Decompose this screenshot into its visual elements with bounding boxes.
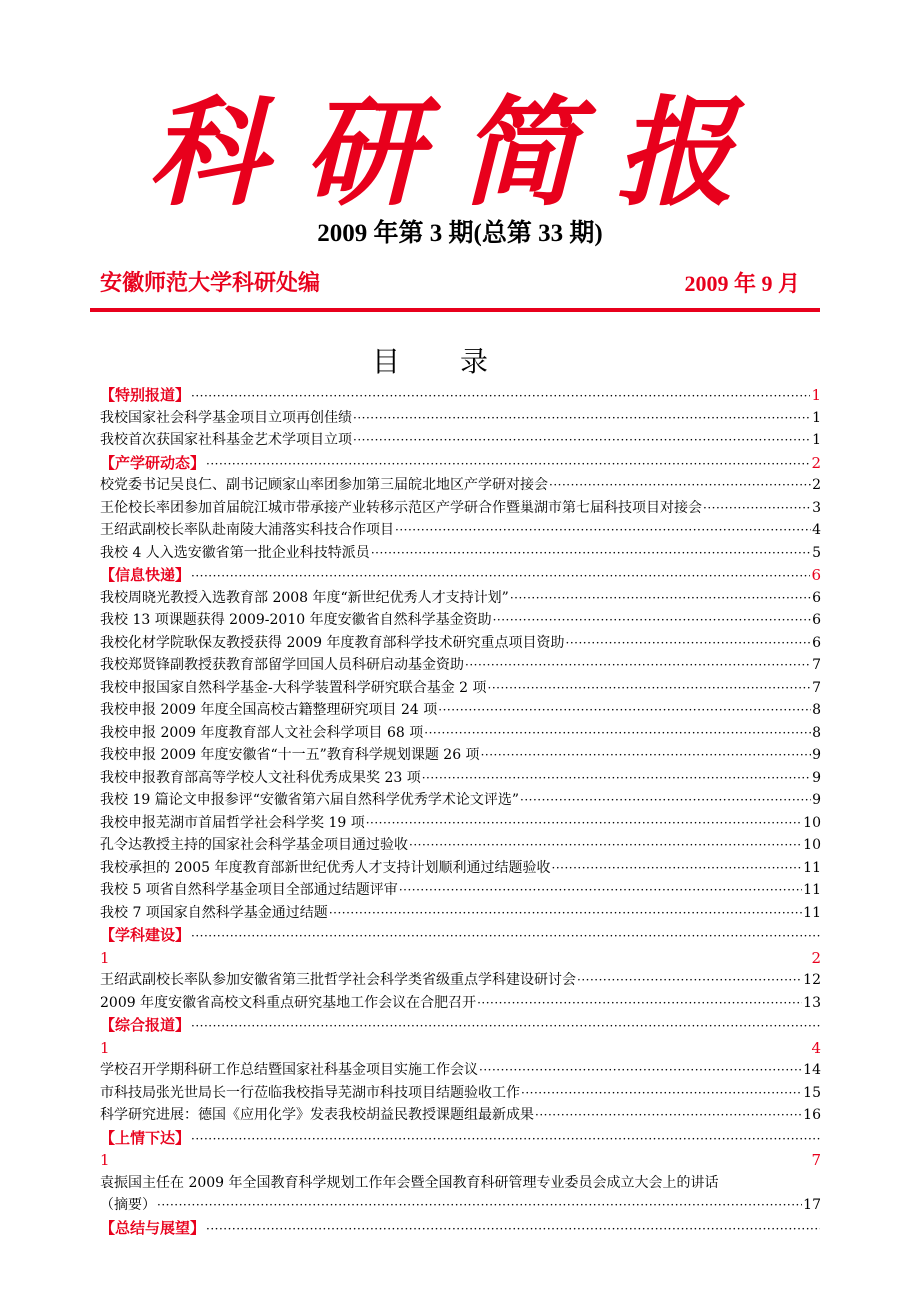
toc-item-title: 我校 4 人入选安徽省第一批企业科技特派员 xyxy=(100,544,370,561)
toc-section[interactable] xyxy=(100,564,821,587)
toc-leader-dots xyxy=(424,722,811,745)
toc-item-page: 9 xyxy=(812,792,821,808)
toc-item-title: 我校承担的 2005 年度教育部新世纪优秀人才支持计划顺利通过结题验收 xyxy=(100,859,551,876)
toc-leader-dots xyxy=(481,744,812,767)
toc-item[interactable] xyxy=(100,1194,821,1217)
toc-leader-dots xyxy=(409,834,802,857)
toc-section[interactable] xyxy=(100,384,821,407)
toc-item-page: 5 xyxy=(812,544,821,561)
toc-item-page: 16 xyxy=(803,1107,821,1123)
toc-section-title: 【上情下达】 xyxy=(100,1128,191,1147)
toc-leader-dots xyxy=(206,1218,820,1240)
toc-item-title: 学校召开学期科研工作总结暨国家社科基金项目实施工作会议 xyxy=(100,1062,478,1078)
toc-item-page: 3 xyxy=(812,499,821,516)
toc-leader-dots xyxy=(353,429,811,452)
toc-leader-dots xyxy=(577,969,802,992)
toc-item-title: 王伦校长率团参加首届皖江城市带承接产业转移示范区产学研合作暨巢湖市第七届科技项目对接会 xyxy=(100,499,702,516)
toc-item[interactable] xyxy=(100,587,821,610)
toc-leader-dots xyxy=(191,565,810,587)
toc-item-page: 15 xyxy=(803,1084,821,1101)
toc-item-title: 我校申报 2009 年度教育部人文社会科学项目 68 项 xyxy=(100,724,424,741)
toc-leader-dots xyxy=(521,1082,802,1105)
toc-leader-dots xyxy=(399,879,802,902)
toc-section-zonghe[interactable] xyxy=(100,1014,821,1037)
toc-item[interactable] xyxy=(100,767,821,790)
toc-item-page: 11 xyxy=(803,859,821,876)
toc-section-page-line xyxy=(100,947,821,970)
toc-item-title: 我校化材学院耿保友教授获得 2009 年度教育部科学技术研究重点项目资助 xyxy=(100,634,565,651)
toc-item-page: 4 xyxy=(812,522,821,538)
toc-item[interactable] xyxy=(100,654,821,677)
toc-item-page: 1 xyxy=(812,409,821,426)
toc-item[interactable] xyxy=(100,857,821,880)
toc-leader-dots xyxy=(395,519,811,542)
toc-item-page: 10 xyxy=(803,814,821,831)
toc-item-title: 科学研究进展：德国《应用化学》发表我校胡益民教授课题组最新成果 xyxy=(100,1107,534,1123)
toc-leader-dots xyxy=(206,453,810,475)
toc-leader-dots xyxy=(353,407,811,430)
toc-item-page: 9 xyxy=(812,769,821,786)
toc-item-line1[interactable]: 袁振国主任在 2009 年全国教育科学规划工作年会暨全国教育科研管理专业委员会成立大会上的讲话 xyxy=(100,1174,719,1191)
toc-leader-dots xyxy=(371,542,811,565)
toc-item-title: 王绍武副校长率队参加安徽省第三批哲学社会科学类省级重点学科建设研讨会 xyxy=(100,972,576,988)
toc-section[interactable] xyxy=(100,452,821,475)
masthead-title: 科研简报 xyxy=(147,83,772,222)
toc-section-title: 【学科建设】 xyxy=(100,926,191,944)
toc-item[interactable] xyxy=(100,789,821,812)
toc-page-right: 2 xyxy=(811,948,821,967)
toc-item-page: 6 xyxy=(812,612,821,628)
toc-item-page: 7 xyxy=(812,657,821,673)
publication-date: 2009 年 9 月 xyxy=(684,271,800,296)
toc-item-page: 1 xyxy=(811,386,821,404)
toc-section-title: 【总结与展望】 xyxy=(100,1218,206,1237)
toc-item-title: 我校周晓光教授入选教育部 2008 年度“新世纪优秀人才支持计划” xyxy=(100,589,509,606)
toc-item-title: 我校申报 2009 年度安徽省“十一五”教育科学规划课题 26 项 xyxy=(100,747,480,763)
toc-item[interactable] xyxy=(100,699,821,722)
toc-item-title: 2009 年度安徽省高校文科重点研究基地工作会议在合肥召开 xyxy=(100,994,477,1011)
toc-item-page: 13 xyxy=(803,994,821,1011)
toc-item-title: 我校 19 篇论文申报参评“安徽省第六届自然科学优秀学术论文评选” xyxy=(100,792,520,808)
toc-item[interactable] xyxy=(100,609,821,632)
toc-item-page: 17 xyxy=(803,1197,821,1213)
toc-section-title: 【综合报道】 xyxy=(100,1016,191,1034)
toc-item-page: 6 xyxy=(811,566,821,584)
toc-page-left: 1 xyxy=(100,1038,110,1057)
toc-leader-dots xyxy=(488,677,812,700)
toc-xueke-list xyxy=(100,969,821,1014)
toc-item-page: 2 xyxy=(812,477,821,493)
toc-item[interactable] xyxy=(100,542,821,565)
toc-item[interactable] xyxy=(100,632,821,655)
toc-section-xueke[interactable] xyxy=(100,924,821,947)
toc-item-title: （摘要） xyxy=(100,1197,156,1213)
toc-leader-dots xyxy=(479,1059,802,1082)
toc-item[interactable] xyxy=(100,1059,821,1082)
toc-zonghe-list xyxy=(100,1059,821,1127)
toc-leader-dots xyxy=(703,497,811,520)
toc-item-page: 2 xyxy=(811,453,821,472)
toc-leader-dots xyxy=(191,1128,820,1150)
toc-item[interactable] xyxy=(100,677,821,700)
toc-item-title: 王绍武副校长率队赴南陵大浦落实科技合作项目 xyxy=(100,522,394,538)
toc-leader-dots xyxy=(438,699,811,722)
toc-section-page-line xyxy=(100,1037,821,1060)
toc-item-page: 1 xyxy=(812,432,821,448)
toc-section-zongjie[interactable] xyxy=(100,1217,821,1240)
toc-item[interactable] xyxy=(100,992,821,1015)
toc-item[interactable] xyxy=(100,902,821,925)
toc-item[interactable] xyxy=(100,429,821,452)
toc-section-page-line xyxy=(100,1149,821,1172)
toc-title: 目录 xyxy=(371,345,548,378)
toc-leader-dots xyxy=(329,902,802,925)
toc-leader-dots xyxy=(191,1015,820,1037)
toc-item-page: 6 xyxy=(812,589,821,606)
toc-item[interactable] xyxy=(100,969,821,992)
toc-item[interactable] xyxy=(100,879,821,902)
toc-item-title: 我校申报芜湖市首届哲学社会科学奖 19 项 xyxy=(100,814,365,831)
toc-item-page: 12 xyxy=(803,972,821,988)
toc-item[interactable] xyxy=(100,744,821,767)
toc-item-page: 14 xyxy=(803,1062,821,1078)
editor-line: 安徽师范大学科研处编 xyxy=(100,271,321,296)
toc-item-title: 市科技局张光世局长一行莅临我校指导芜湖市科技项目结题验收工作 xyxy=(100,1084,520,1101)
toc-item[interactable] xyxy=(100,1104,821,1127)
toc-item-page: 8 xyxy=(812,702,821,718)
toc-item[interactable] xyxy=(100,812,821,835)
toc-leader-dots xyxy=(493,609,811,632)
toc-leader-dots xyxy=(552,857,803,880)
toc-item-page: 9 xyxy=(812,747,821,763)
toc-item-page: 11 xyxy=(803,904,821,921)
toc-leader-dots xyxy=(535,1104,802,1127)
toc-section-title: 【特别报道】 xyxy=(100,386,191,404)
toc-page-left: 1 xyxy=(100,1151,110,1169)
toc-leader-dots xyxy=(422,767,811,790)
toc-item-title: 校党委书记吴良仁、副书记顾家山率团参加第三届皖北地区产学研对接会 xyxy=(100,477,548,493)
toc-leader-dots xyxy=(157,1194,802,1217)
toc-item-title: 我校 5 项省自然科学基金项目全部通过结题评审 xyxy=(100,882,398,898)
toc-leader-dots xyxy=(566,632,812,655)
toc-item-page: 11 xyxy=(803,882,821,898)
toc-item[interactable] xyxy=(100,497,821,520)
header-divider xyxy=(90,308,820,312)
toc-item-title: 我校国家社会科学基金项目立项再创佳绩 xyxy=(100,409,352,426)
toc-leader-dots xyxy=(366,812,802,835)
toc-section-shangqing[interactable] xyxy=(100,1127,821,1150)
toc-page-left: 1 xyxy=(100,948,110,967)
toc-item[interactable] xyxy=(100,834,821,857)
toc-leader-dots xyxy=(549,474,811,497)
toc-main-list xyxy=(100,384,821,924)
toc-section-title: 【产学研动态】 xyxy=(100,453,206,472)
toc-item-title: 我校郑贤锋副教授获教育部留学回国人员科研启动基金资助 xyxy=(100,657,464,673)
toc-leader-dots xyxy=(510,587,811,610)
toc-leader-dots xyxy=(465,654,811,677)
toc-item-page: 7 xyxy=(812,679,821,696)
toc-item[interactable] xyxy=(100,519,821,542)
toc-item-page: 10 xyxy=(803,837,821,853)
toc-leader-dots xyxy=(477,992,802,1015)
toc-item-title: 我校 13 项课题获得 2009-2010 年度安徽省自然科学基金资助 xyxy=(100,612,492,628)
toc-item-title: 我校申报 2009 年度全国高校古籍整理研究项目 24 项 xyxy=(100,702,438,718)
toc-item-title: 孔令达教授主持的国家社会科学基金项目通过验收 xyxy=(100,837,408,853)
toc-leader-dots xyxy=(191,385,810,407)
toc-item[interactable] xyxy=(100,474,821,497)
toc-item-title: 我校申报国家自然科学基金-大科学装置科学研究联合基金 2 项 xyxy=(100,679,487,696)
toc-item[interactable] xyxy=(100,722,821,745)
toc-page-right: 4 xyxy=(811,1038,821,1057)
toc-page-right: 7 xyxy=(811,1151,821,1169)
issue-number: 2009 年第 3 期(总第 33 期) xyxy=(317,220,603,247)
toc-leader-dots xyxy=(520,789,811,812)
toc-item-title: 我校 7 项国家自然科学基金通过结题 xyxy=(100,904,328,921)
toc-item-title: 我校申报教育部高等学校人文社科优秀成果奖 23 项 xyxy=(100,769,421,786)
toc-item[interactable] xyxy=(100,1082,821,1105)
toc-item[interactable] xyxy=(100,407,821,430)
toc-item-page: 8 xyxy=(812,724,821,741)
toc-item-title: 我校首次获国家社科基金艺术学项目立项 xyxy=(100,432,352,448)
table-of-contents xyxy=(100,384,821,1239)
toc-leader-dots xyxy=(191,925,820,947)
toc-section-title: 【信息快递】 xyxy=(100,566,191,584)
toc-item-page: 6 xyxy=(812,634,821,651)
